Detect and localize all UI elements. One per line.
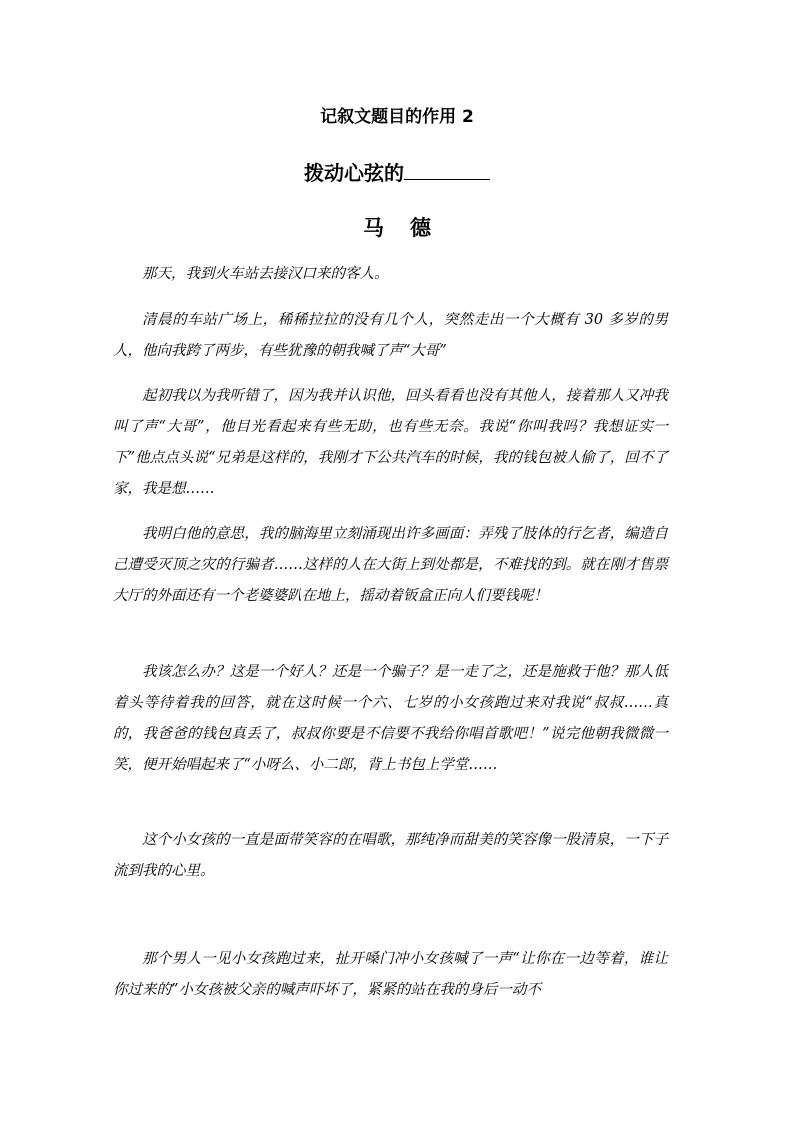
paragraph-4: 我明白他的意思，我的脑海里立刻涌现出许多画面：弄残了肢体的行乞者，编造自己遭受灭顶之灾的行骗者……这样的人在大街上到处都是，不难找的到。就在刚才售票大厅的外面还有一个老婆婆趴在地上，摇动着钣盒正向人们要钱呢！ (113, 526, 668, 604)
story-title (0, 160, 794, 186)
paragraph-1: 那天，我到火车站去接汉口来的客人。 (142, 266, 389, 282)
paragraph-7: 那个男人一见小女孩跑过来，扯开嗓门冲小女孩喊了一声“让你在一边等着，谁让你过来的”小女孩被父亲的喊声吓坏了，紧紧的站在我的身后一动不 (113, 951, 668, 998)
document-title: 记叙文题目的作用 2 (320, 107, 474, 127)
story-title-text: 拨动心弦的 (304, 161, 404, 185)
paragraph-2: 清晨的车站广场上，稀稀拉拉的没有几个人，突然走出一个大概有 30 多岁的男人，他向我跨了两步，有些犹豫的朝我喊了声“大哥” (113, 312, 668, 359)
fill-in-blank (404, 160, 490, 180)
author-name: 马德 (363, 216, 457, 240)
paragraph-6: 这个小女孩的一直是面带笑容的在唱歌，那纯净而甜美的笑容像一股清泉，一下子流到我的心里。 (113, 832, 668, 879)
paragraph-5: 我该怎么办？这是一个好人？还是一个骗子？是一走了之，还是施救于他？那人低着头等待着我的回答，就在这时候一个六、七岁的小女孩跑过来对我说“叔叔……真的，我爸爸的钱包真丢了，叔叔你要是不信要不我给你唱首歌吧！”说完他朝我微微一笑，便开始唱起来了“小呀么、小二郎，背上书包上学堂…… (113, 664, 668, 773)
paragraph-3: 起初我以为我听错了，因为我并认识他，回头看看也没有其他人，接着那人又冲我叫了声“大哥”，他目光看起来有些无助，也有些无奈。我说“你叫我吗？我想证实一下”他点点头说“兄弟是这样的，我刚才下公共汽车的时候，我的钱包被人偷了，回不了家，我是想…… (113, 388, 668, 497)
